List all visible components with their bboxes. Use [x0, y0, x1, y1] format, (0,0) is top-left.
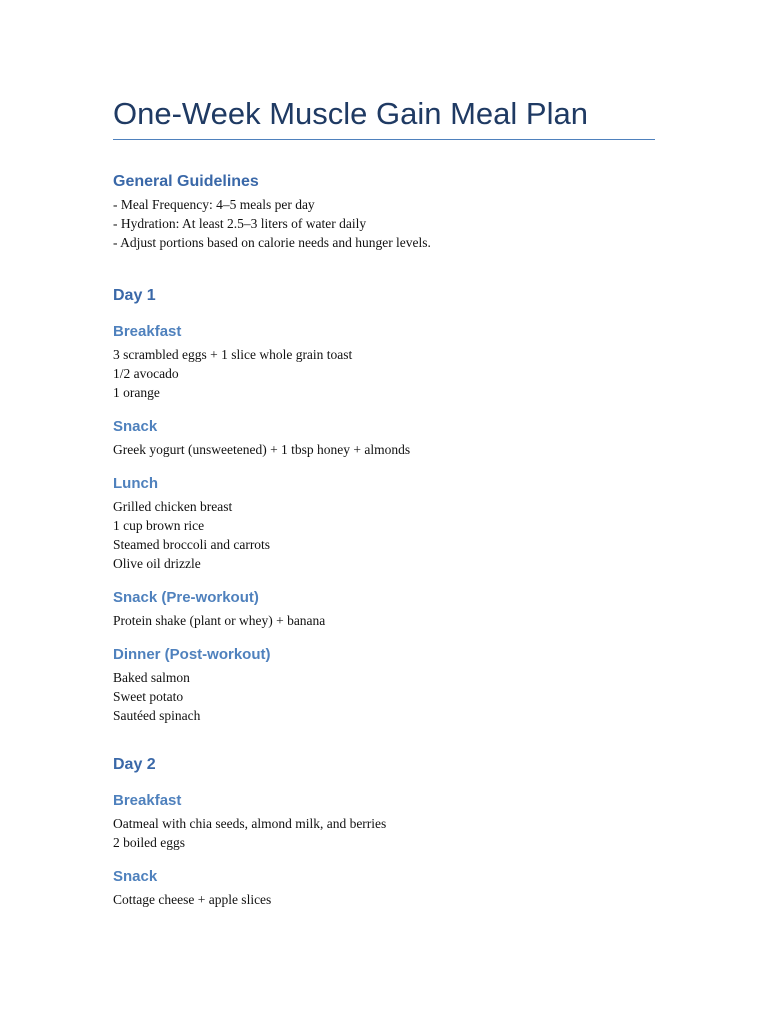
meal-item: 3 scrambled eggs + 1 slice whole grain toast — [113, 347, 353, 362]
meal-heading-snack: Snack — [113, 418, 158, 435]
meal-item: Greek yogurt (unsweetened) + 1 tbsp honey + almonds — [113, 442, 411, 457]
meal-item: Sautéed spinach — [113, 708, 201, 723]
meal-heading-snack: Snack — [113, 868, 158, 885]
day-heading: Day 2 — [113, 756, 156, 773]
meal-item: 1 orange — [113, 385, 160, 400]
meal-item: 1/2 avocado — [113, 366, 179, 381]
guideline-item: - Meal Frequency: 4–5 meals per day — [113, 197, 315, 212]
meal-item: Steamed broccoli and carrots — [113, 537, 271, 552]
day-2-section — [113, 755, 655, 909]
day-heading: Day 1 — [113, 287, 156, 304]
meal-heading-lunch: Lunch — [113, 475, 158, 492]
meal-item: 1 cup brown rice — [113, 518, 205, 533]
meal-item: Oatmeal with chia seeds, almond milk, and berries — [113, 816, 387, 831]
document-title: One-Week Muscle Gain Meal Plan — [113, 95, 655, 140]
document-page — [113, 95, 655, 909]
general-guidelines-section — [113, 172, 655, 252]
guidelines-heading: General Guidelines — [113, 173, 259, 190]
meal-item: Protein shake (plant or whey) + banana — [113, 613, 326, 628]
guideline-item: - Adjust portions based on calorie needs and hunger levels. — [113, 235, 431, 250]
meal-item: Olive oil drizzle — [113, 556, 201, 571]
guideline-item: - Hydration: At least 2.5–3 liters of water daily — [113, 216, 367, 231]
meal-item: Baked salmon — [113, 670, 190, 685]
meal-heading-post-workout-dinner: Dinner (Post-workout) — [113, 646, 271, 663]
meal-heading-breakfast: Breakfast — [113, 792, 182, 809]
meal-item: Grilled chicken breast — [113, 499, 233, 514]
meal-item: Sweet potato — [113, 689, 184, 704]
meal-heading-breakfast: Breakfast — [113, 323, 182, 340]
meal-item: 2 boiled eggs — [113, 835, 185, 850]
meal-heading-pre-workout-snack: Snack (Pre-workout) — [113, 589, 259, 606]
meal-item: Cottage cheese + apple slices — [113, 892, 272, 907]
day-1-section — [113, 286, 655, 725]
